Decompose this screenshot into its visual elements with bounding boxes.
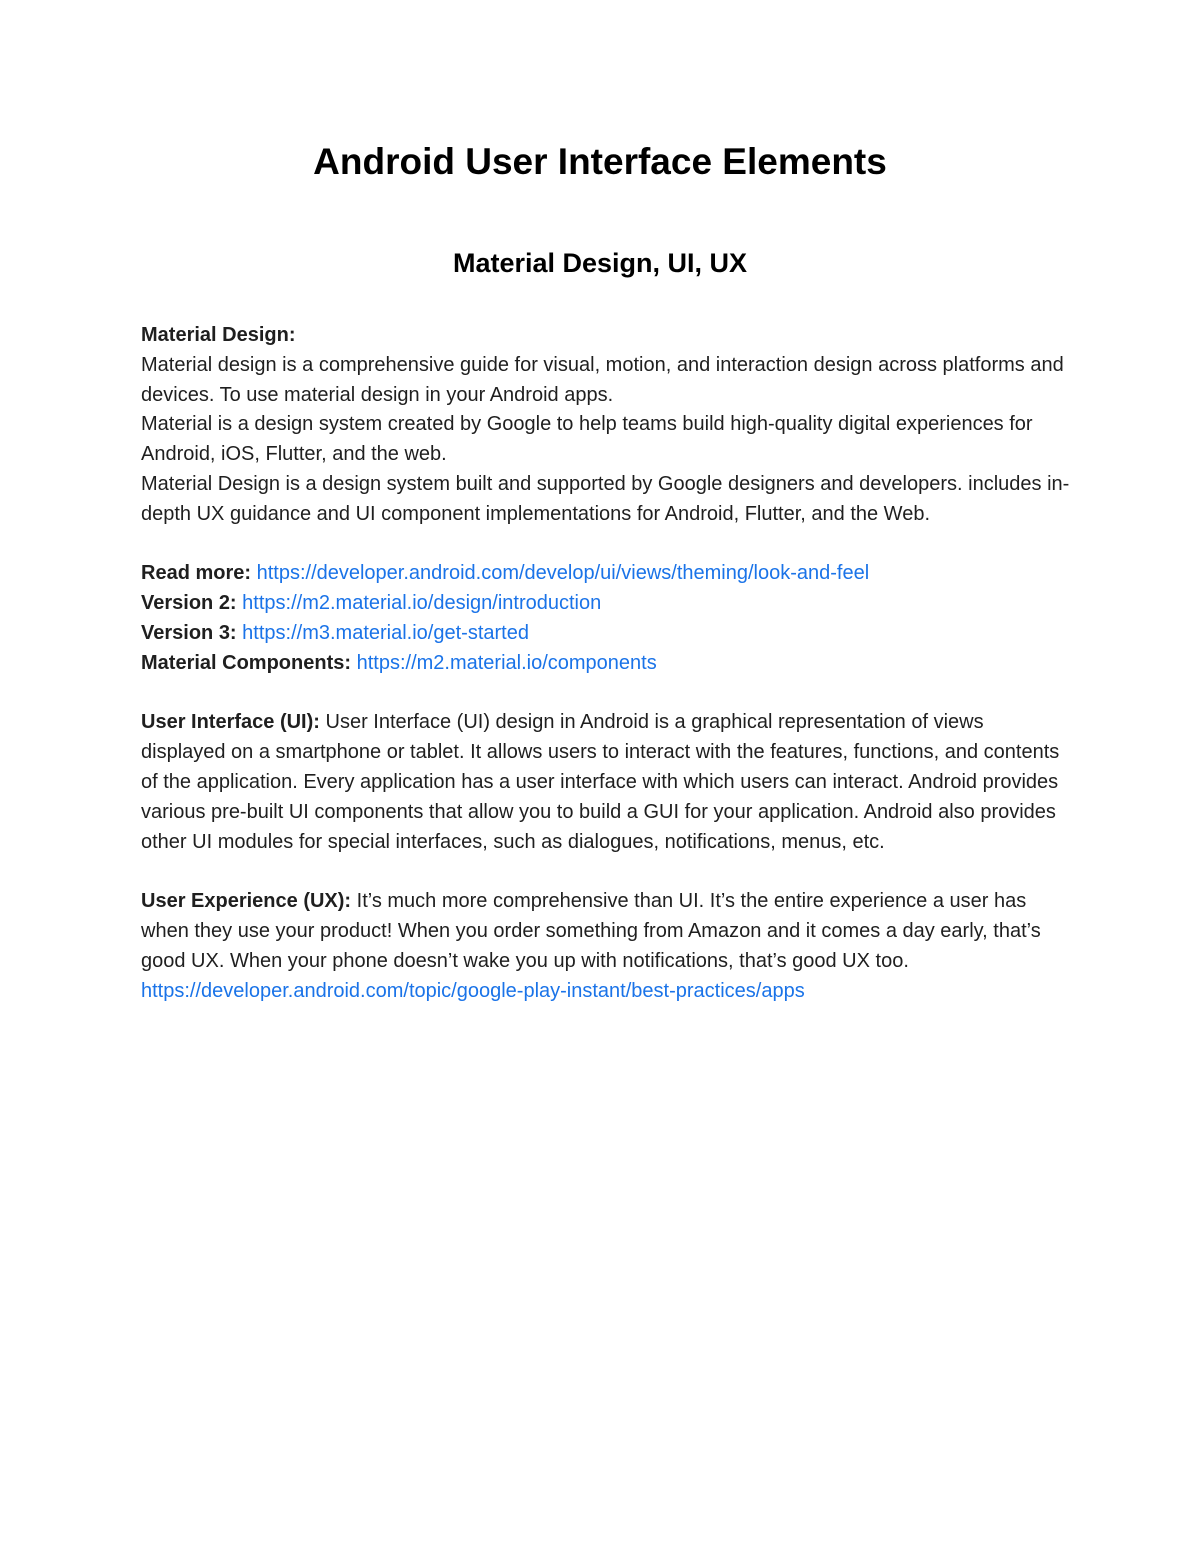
read-more-line xyxy=(141,559,1071,589)
ux-link-line xyxy=(141,977,1071,1007)
material-components-link[interactable]: https://m2.material.io/components xyxy=(356,651,657,674)
spacer xyxy=(141,857,1071,887)
version-2-label: Version 2: xyxy=(141,592,237,615)
material-design-label: Material Design: xyxy=(141,324,296,346)
material-components-line xyxy=(141,649,1071,679)
material-design-heading xyxy=(141,321,1071,351)
read-more-link[interactable]: https://developer.android.com/develop/ui/views/theming/look-and-feel xyxy=(256,562,870,585)
document-title: Android User Interface Elements xyxy=(313,141,887,182)
material-components-label: Material Components: xyxy=(141,651,352,674)
document-subtitle: Material Design, UI, UX xyxy=(452,248,748,278)
version-3-line xyxy=(141,619,1071,649)
ui-label: User Interface (UI): xyxy=(141,711,320,734)
document-body xyxy=(141,321,1071,1006)
material-design-paragraph-1: Material design is a comprehensive guide for visual, motion, and interaction design across platforms and devices. To use material design in your Android apps. xyxy=(141,353,1064,406)
read-more-label: Read more: xyxy=(141,562,252,585)
ui-text: User Interface (UI) design in Android is a graphical representation of views displayed on a smartphone or tablet. It allows users to interact with the features, functions, and contents of the application. Every application has a user interface with which users can interact. Android provides various pre-built UI components that allow you to build a GUI for your application. Android also provides other UI modules for special interfaces, such as dialogues, notifications, menus, etc. xyxy=(141,711,1060,853)
ux-best-practices-link[interactable]: https://developer.android.com/topic/google-play-instant/best-practices/apps xyxy=(141,979,805,1002)
version-2-line xyxy=(141,589,1071,619)
version-3-link[interactable]: https://m3.material.io/get-started xyxy=(242,621,529,644)
version-3-label: Version 3: xyxy=(141,621,237,644)
ui-paragraph xyxy=(141,708,1071,857)
ux-text: It’s much more comprehensive than UI. It’s the entire experience a user has when they use your product! When you order something from Amazon and it comes a day early, that’s good UX. When your phone doesn’t wake you up with notifications, that’s good UX too. xyxy=(141,890,1041,972)
version-2-link[interactable]: https://m2.material.io/design/introduction xyxy=(242,592,602,615)
ux-label: User Experience (UX): xyxy=(141,890,352,913)
material-design-paragraph-3: Material Design is a design system built and supported by Google designers and developers. includes in-depth UX guidance and UI component implementations for Android, Flutter, and the Web. xyxy=(141,472,1070,525)
spacer xyxy=(141,679,1071,709)
material-design-paragraph-2: Material is a design system created by Google to help teams build high-quality digital experiences for Android, iOS, Flutter, and the web. xyxy=(141,413,1033,466)
spacer xyxy=(141,530,1071,560)
ux-paragraph xyxy=(141,887,1071,976)
